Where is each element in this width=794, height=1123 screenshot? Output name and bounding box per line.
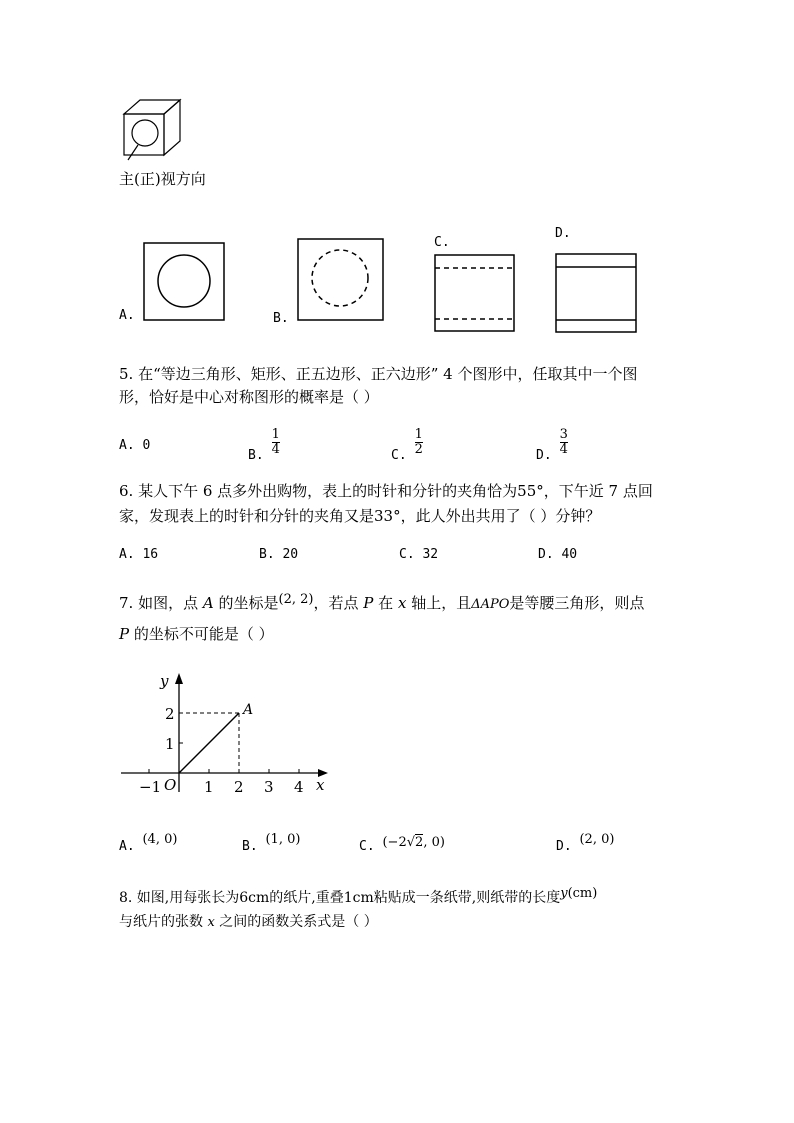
q7-option-b-value: (1, 0) (265, 832, 301, 847)
q7-line2 (119, 627, 274, 642)
q5-line2: 形，恰好是中心对称图形的概率是（ ） (119, 388, 379, 406)
q4-option-c-letter: C. (434, 235, 450, 250)
q8-line1 (119, 886, 598, 906)
x-tick-label: 3 (264, 778, 274, 796)
q5-option-d-numerator: 3 (559, 427, 568, 442)
q7-option-c-value-c: , 0) (423, 835, 445, 850)
q7-option-d-value: (2, 0) (579, 832, 615, 847)
x-tick-label: 2 (234, 778, 244, 796)
q5-option-b-denominator: 4 (271, 442, 280, 458)
y-axis-label: y (160, 672, 169, 690)
q4-option-d-letter: D. (555, 226, 571, 241)
q5-option-b-numerator: 1 (271, 427, 280, 442)
q5-option-a (119, 439, 150, 452)
q8-text: 8. 如图,用每张长为6cm的纸片,重叠1cm粘贴成一条纸带,则纸带的长度 (119, 890, 561, 906)
q5-option-b-fraction (272, 428, 280, 458)
origin-label: O (164, 776, 177, 794)
q5-option-c-numerator: 1 (414, 427, 423, 442)
y-axis-arrow (175, 673, 183, 684)
q7-option-d (556, 832, 615, 854)
sqrt-icon: √ (406, 835, 416, 850)
q7-option-c-value-b: 2 (415, 835, 424, 850)
q5-option-c-letter: C. (391, 447, 407, 463)
y-tick-label: 1 (165, 735, 175, 753)
q4-option-a-letter: A. (119, 308, 135, 323)
q8-line2-b: 之间的函数关系式是（ ） (219, 914, 378, 930)
q7-triangle: ΔAPO (471, 597, 510, 612)
q6-option-c: C. 32 (399, 547, 439, 562)
q5-option-d-fraction (560, 428, 568, 458)
q8-line2 (119, 915, 378, 929)
q7-line2-text: 的坐标不可能是（ ） (133, 625, 274, 643)
q7-point-a: A (202, 594, 214, 612)
q5-option-a-value: 0 (142, 438, 151, 453)
q7-text-a: 7. 如图，点 (119, 594, 199, 612)
q7-text-f: 是等腰三角形，则点 (509, 594, 645, 612)
x-tick-label: 4 (294, 778, 304, 796)
q5-line1: 5. 在“等边三角形、矩形、正五边形、正六边形” 4 个图形中，任取其中一个图 (119, 365, 638, 383)
x-tick-label: 1 (204, 778, 214, 796)
q4-option-d-figure (555, 253, 638, 335)
y-tick-label: 2 (165, 705, 175, 723)
q7-coord-a: (2, 2) (278, 592, 314, 607)
q7-option-a-letter: A. (119, 839, 135, 854)
q5-option-c-denominator: 2 (414, 442, 423, 458)
q7-option-c-letter: C. (359, 839, 375, 854)
q7-text-d: 在 (378, 594, 394, 612)
q7-option-c-value-a: (−2 (382, 835, 407, 850)
q6-option-b: B. 20 (259, 547, 299, 562)
segment-oa (179, 713, 239, 773)
q5-option-a-letter: A. (119, 438, 135, 453)
view-direction-label: 主(正)视方向 (119, 170, 206, 188)
q7-option-c (359, 835, 445, 854)
q5-option-b-letter: B. (248, 447, 264, 463)
q6-option-d: D. 40 (538, 547, 578, 562)
q4-option-b-figure (297, 238, 385, 322)
q4-option-b-letter: B. (273, 311, 289, 326)
q7-axis-x: x (397, 594, 407, 612)
q5-option-c-fraction (415, 428, 423, 458)
q7-option-b-letter: B. (242, 839, 258, 854)
q7-option-a (119, 832, 178, 854)
q7-coordinate-graph (118, 670, 336, 798)
q8-x-var: x (207, 915, 215, 930)
q7-line1 (119, 592, 645, 612)
q4-option-c-figure (434, 254, 516, 334)
q7-option-d-letter: D. (556, 839, 572, 854)
q6-option-a: A. 16 (119, 547, 159, 562)
q5-option-d-denominator: 4 (559, 442, 568, 458)
q8-y-var: y (560, 886, 568, 901)
x-tick-label: −1 (139, 778, 162, 796)
q5-option-d (536, 427, 568, 463)
q7-option-a-value: (4, 0) (142, 832, 178, 847)
q5-option-b (248, 427, 280, 463)
q6-line1: 6. 某人下午 6 点多外出购物，表上的时针和分针的夹角恰为55°，下午近 7 点回 (119, 482, 653, 500)
q7-line2-point-p: P (119, 625, 130, 643)
q5-option-d-letter: D. (536, 447, 552, 463)
x-axis-label: x (316, 776, 325, 794)
q6-line2: 家，发现表上的时针和分针的夹角又是33°，此人外出共用了（ ）分钟？ (119, 507, 601, 525)
q4-option-a-figure (143, 242, 227, 322)
q7-point-p: P (363, 594, 374, 612)
q7-text-c: ，若点 (313, 594, 359, 612)
q7-text-b: 的坐标是 (218, 594, 279, 612)
q8-unit: (cm) (567, 886, 598, 901)
q7-option-c-value (382, 835, 444, 850)
q7-text-e: 轴上，且 (411, 594, 472, 612)
q5-option-c (391, 427, 423, 463)
q8-line2-a: 与纸片的张数 (119, 914, 203, 930)
cube-diagram (118, 98, 188, 166)
point-a-label: A (243, 702, 254, 718)
q7-option-b (242, 832, 301, 854)
